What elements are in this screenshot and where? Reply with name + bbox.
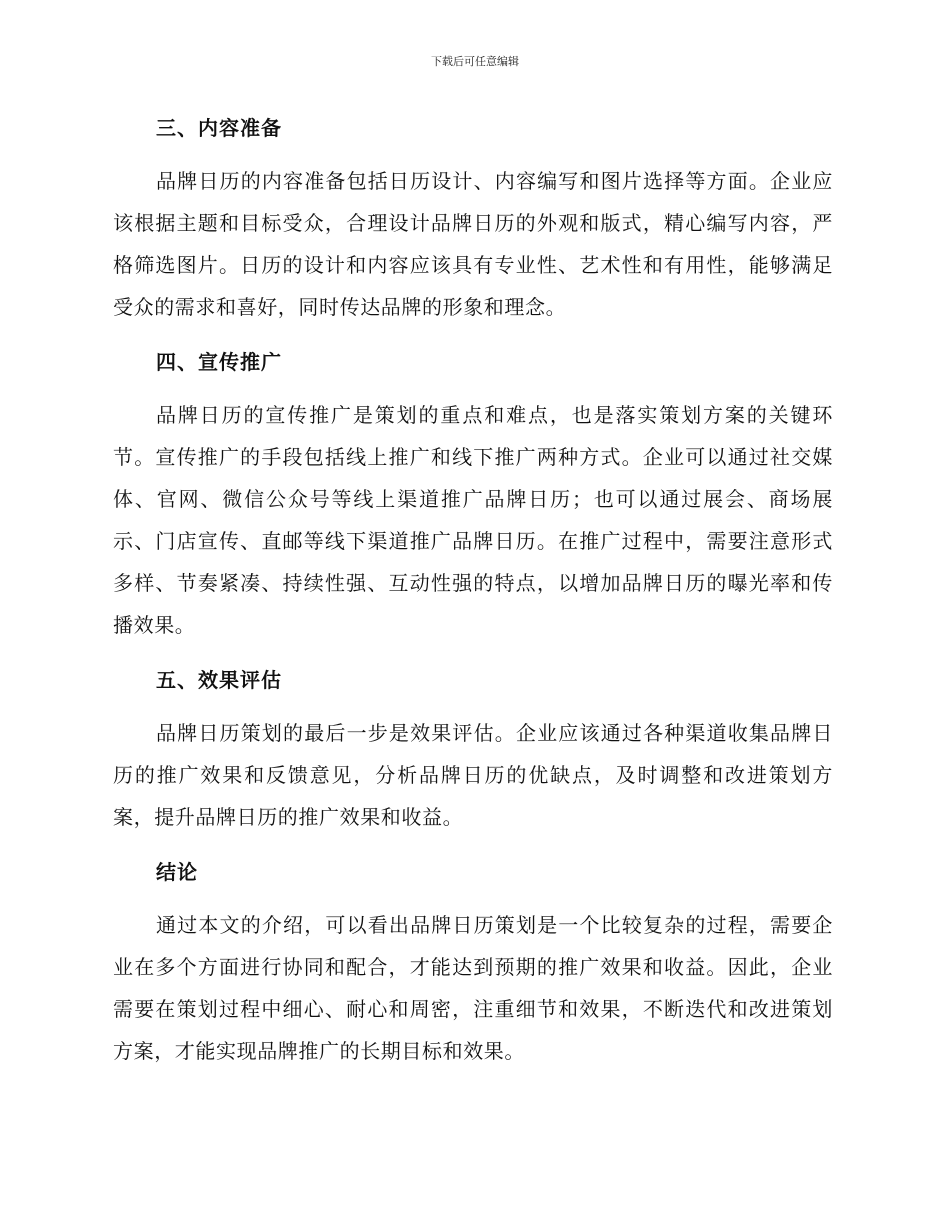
document-body <box>113 108 833 1086</box>
section-heading: 结论 <box>156 860 198 884</box>
section-heading: 四、宣传推广 <box>156 350 282 374</box>
section-heading: 三、内容准备 <box>156 116 282 140</box>
page-header-note: 下载后可任意编辑 <box>431 55 519 68</box>
section-paragraph: 品牌日历的宣传推广是策划的重点和难点，也是落实策划方案的关键环节。宣传推广的手段包括线上推广和线下推广两种方式。企业可以通过社交媒体、官网、微信公众号等线上渠道推广品牌日历；也可以通过展会、商场展示、门店宣传、直邮等线下渠道推广品牌日历。在推广过程中，需要注意形式多样、节奏紧凑、持续性强、互动性强的特点，以增加品牌日历的曝光率和传播效果。 <box>113 403 833 637</box>
section-paragraph: 通过本文的介绍，可以看出品牌日历策划是一个比较复杂的过程，需要企业在多个方面进行协同和配合，才能达到预期的推广效果和收益。因此，企业需要在策划过程中细心、耐心和周密，注重细节和效果，不断迭代和改进策划方案，才能实现品牌推广的长期目标和效果。 <box>113 913 833 1063</box>
section-content-preparation <box>113 108 833 328</box>
section-heading: 五、效果评估 <box>156 668 282 692</box>
section-paragraph: 品牌日历策划的最后一步是效果评估。企业应该通过各种渠道收集品牌日历的推广效果和反馈意见，分析品牌日历的优缺点，及时调整和改进策划方案，提升品牌日历的推广效果和收益。 <box>113 721 833 829</box>
section-promotion <box>113 342 833 646</box>
section-evaluation <box>113 660 833 838</box>
section-conclusion <box>113 852 833 1072</box>
section-paragraph: 品牌日历的内容准备包括日历设计、内容编写和图片选择等方面。企业应该根据主题和目标受众，合理设计品牌日历的外观和版式，精心编写内容，严格筛选图片。日历的设计和内容应该具有专业性、艺术性和有用性，能够满足受众的需求和喜好，同时传达品牌的形象和理念。 <box>113 169 833 319</box>
